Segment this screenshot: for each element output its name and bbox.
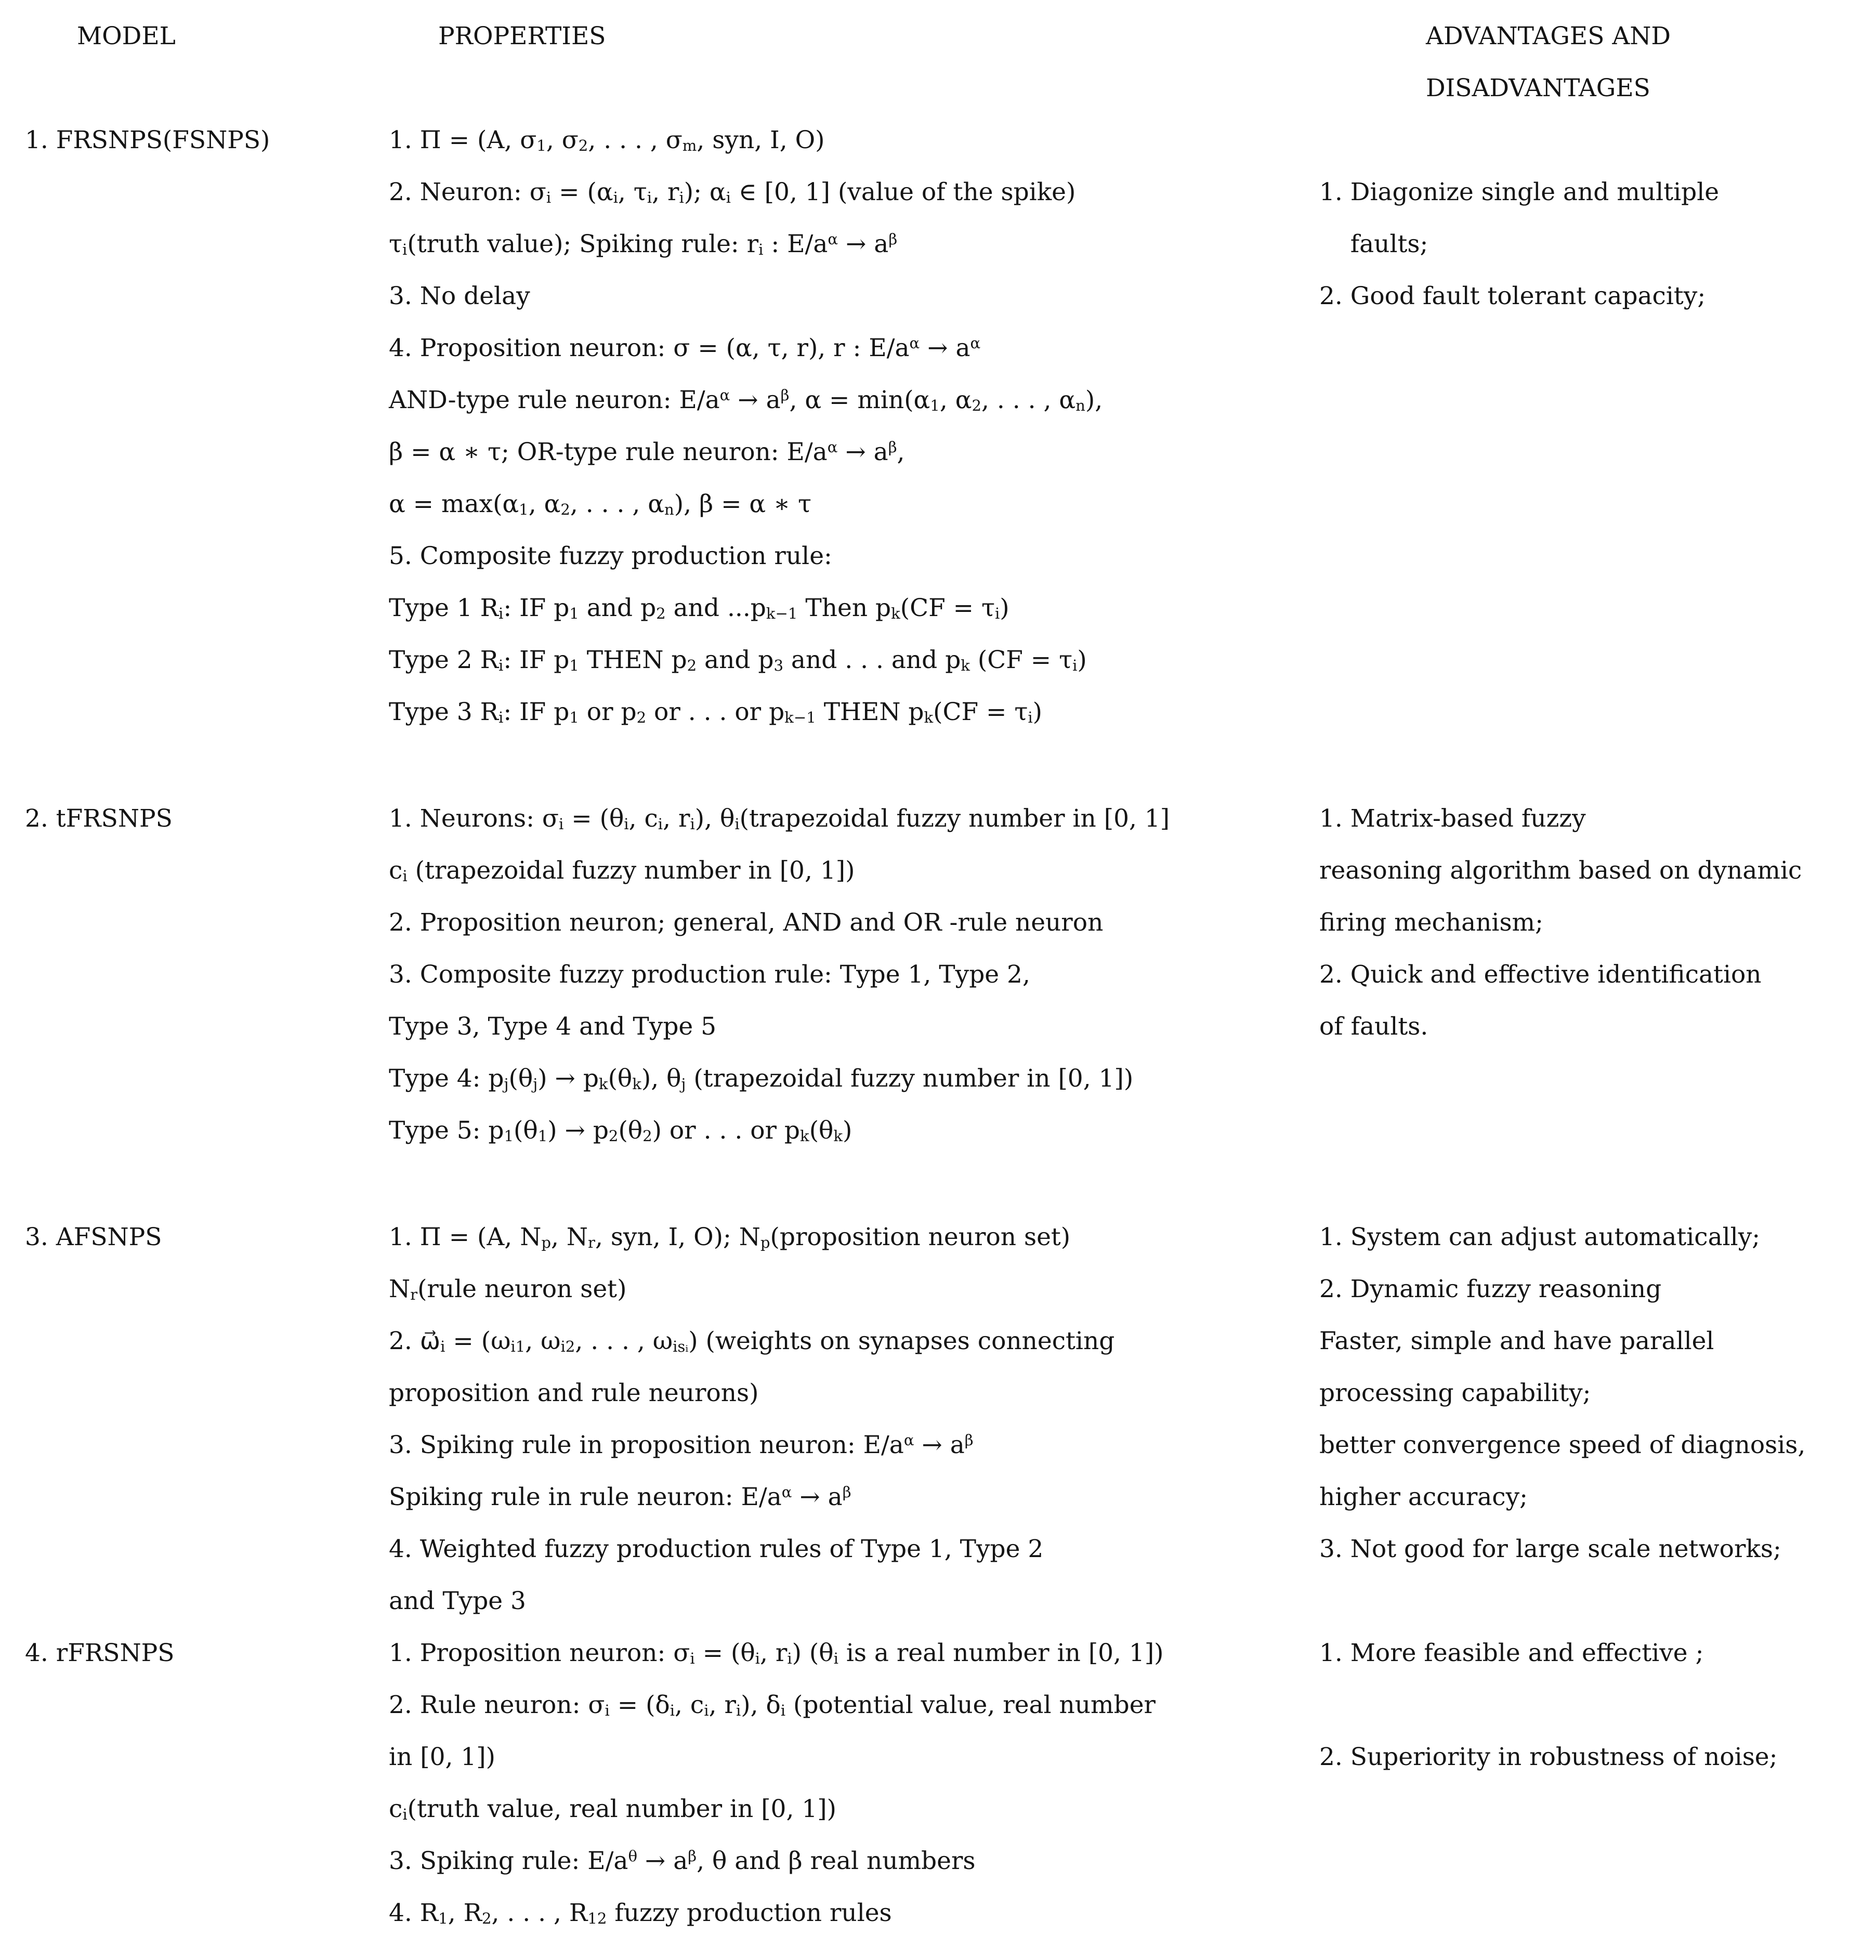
text-line: $N_r(rule$ neuron set)	[389, 1275, 627, 1304]
text-line: 4. $R_1$, $R_2$, . . . , $R_{12}$ fuzzy production rules	[389, 1899, 892, 1928]
text-line: 2. Rule neuron: $\sigma_i = (\delta_i$, $c_i$, $r_i$), $\delta_i$ (potential value, real number	[389, 1691, 1156, 1720]
text-line: Type 3, Type 4 and Type 5	[389, 1012, 717, 1041]
text-line: 3. Spiking rule in proposition neuron: $E/a^\alpha \to a^\beta$	[389, 1431, 974, 1459]
text-line: 3. AFSNPS	[25, 1223, 162, 1251]
text-line: of faults.	[1319, 1012, 1428, 1041]
text-line: Type 1 $R_i$: IF $p_1$ and $p_2$ and $...p_{k-1}$ Then $p_k(CF = \tau_i)$	[389, 594, 1009, 623]
advantages-cell	[1319, 1627, 1855, 1783]
model-cell	[25, 1627, 389, 1679]
text-line: in [0, 1])	[389, 1743, 495, 1771]
text-line: 3. Not good for large scale networks;	[1319, 1535, 1781, 1563]
text-line: 1. Proposition neuron: $\sigma_i = (\theta_i$, $r_i$) ($\theta_i$ is a real number in [0, 1])	[389, 1639, 1164, 1668]
text-line: 2. $\omega⃗_i = (\omega_{i1}$, $\omega_{i2}$, . . . , $\omega_{isᵢ}$) (weights on synapses connecting	[389, 1327, 1115, 1356]
properties-cell	[389, 1211, 1319, 1627]
text-line: 2. Quick and effective identification	[1319, 960, 1762, 989]
advantages-cell	[1319, 1211, 1855, 1575]
text-line: Type 5: $p_1(\theta_1) \to p_2(\theta_2)$ or . . . or $p_k(\theta_k)$	[389, 1116, 852, 1145]
text-line: $\tau_i(truth$ value); Spiking rule: $r_i$ : $E/a^\alpha \to a^\beta$	[389, 230, 898, 259]
text-line: Type 4: $p_j(\theta_j) \to p_k(\theta_k)$, $\theta_j$ (trapezoidal fuzzy number in [0, 1])	[389, 1064, 1134, 1093]
model-cell	[25, 793, 389, 845]
text-line: 1. More feasible and effective ;	[1319, 1639, 1704, 1667]
text-line: Type 3 $R_i$: IF $p_1$ or $p_2$ or . . . or $p_{k-1}$ THEN $p_k(CF = \tau_i)$	[389, 698, 1043, 727]
properties-cell	[389, 793, 1319, 1157]
text-line: faults;	[1319, 230, 1428, 258]
text-line: proposition and rule neurons)	[389, 1379, 759, 1407]
column-header-advantages	[1319, 10, 1855, 114]
advantages-cell	[1319, 114, 1855, 322]
text-line: 2. Neuron: $\sigma_i = (\alpha_i$, $\tau_i$, $r_i$); $\alpha_i$ ∈ [0, 1] (value of the spike)	[389, 178, 1076, 207]
table-header-row	[25, 10, 1855, 114]
advantages-cell	[1319, 793, 1855, 1053]
table-row	[25, 1211, 1855, 1627]
text-line: 1. Neurons: $\sigma_i = (\theta_i$, $c_i$, $r_i$), $\theta_i(trapezoidal$ fuzzy number in [0, 1]	[389, 804, 1170, 833]
text-line: better convergence speed of diagnosis,	[1319, 1431, 1806, 1459]
text-line: and Type 3	[389, 1587, 526, 1615]
text-line: 3. Composite fuzzy production rule: Type 1, Type 2,	[389, 960, 1030, 989]
text-line: 2. tFRSNPS	[25, 804, 173, 833]
column-header-properties-label: PROPERTIES	[438, 22, 606, 50]
text-line: 2. Dynamic fuzzy reasoning	[1319, 1275, 1662, 1303]
text-line	[1319, 1679, 1855, 1731]
text-line: 5. Composite fuzzy production rule:	[389, 542, 832, 570]
text-line: β = α ∗ τ; OR-type rule neuron: $E/a^\alpha \to a^\beta$,	[389, 438, 905, 466]
properties-cell	[389, 1627, 1319, 1939]
text-line: $c_i$ (trapezoidal fuzzy number in [0, 1])	[389, 856, 855, 885]
text-line: Type 2 $R_i$: IF $p_1$ THEN $p_2$ and $p_3$ and . . . and $p_k$ $(CF = \tau_i)$	[389, 646, 1087, 675]
model-cell	[25, 114, 389, 166]
text-line: AND-type rule neuron: $E/a^\alpha \to a^\beta$, $\alpha = \min(\alpha_1$, $\alpha_2$, . . . , $\alpha_n$),	[389, 386, 1103, 415]
table-row	[25, 114, 1855, 738]
text-line: processing capability;	[1319, 1379, 1591, 1407]
text-line: 1. FRSNPS(FSNPS)	[25, 126, 270, 154]
column-header-advantages-line2: DISADVANTAGES	[1426, 74, 1650, 102]
text-line: firing mechanism;	[1319, 908, 1543, 937]
text-line	[1319, 114, 1855, 166]
text-line: 2. Superiority in robustness of noise;	[1319, 1743, 1778, 1771]
properties-cell	[389, 114, 1319, 738]
text-line: 2. Proposition neuron; general, AND and OR -rule neuron	[389, 908, 1104, 937]
column-header-model	[25, 10, 389, 62]
text-line: 3. Spiking rule: $E/a^\theta \to a^\beta$, θ and β real numbers	[389, 1847, 976, 1875]
text-line: reasoning algorithm based on dynamic	[1319, 856, 1802, 885]
text-line: 1. Diagonize single and multiple	[1319, 178, 1720, 206]
text-line: $\alpha = \max(\alpha_1$, $\alpha_2$, . . . , $\alpha_n$), β = α ∗ τ	[389, 490, 811, 519]
text-line: 2. Good fault tolerant capacity;	[1319, 282, 1706, 310]
text-line: Spiking rule in rule neuron: $E/a^\alpha \to a^\beta$	[389, 1483, 851, 1511]
text-line: $c_i(truth$ value, real number in [0, 1])	[389, 1795, 836, 1824]
model-cell	[25, 1211, 389, 1263]
text-line: 1. Π = (A, $\sigma_1$, $\sigma_2$, . . . , $\sigma_m$, syn, I, O)	[389, 126, 825, 155]
text-line: 1. System can adjust automatically;	[1319, 1223, 1761, 1251]
table-row	[25, 793, 1855, 1157]
text-line: higher accuracy;	[1319, 1483, 1528, 1511]
column-header-properties	[389, 10, 1319, 62]
text-line: Faster, simple and have parallel	[1319, 1327, 1714, 1355]
text-line: 3. No delay	[389, 282, 530, 310]
column-header-model-label: MODEL	[77, 22, 176, 50]
text-line: 4. Proposition neuron: σ = (α, τ, r), r : $E/a^\alpha \to a^\alpha$	[389, 334, 981, 362]
column-header-advantages-line1: ADVANTAGES AND	[1426, 22, 1671, 50]
table-row	[25, 1627, 1855, 1939]
text-line: 4. rFRSNPS	[25, 1639, 175, 1667]
text-line: 1. Matrix-based fuzzy	[1319, 804, 1586, 833]
text-line: 1. Π = (A, $N_p$, $N_r$, syn, I, O); $N_p(proposition$ neuron set)	[389, 1223, 1071, 1252]
table-rows	[25, 114, 1855, 1939]
text-line: 4. Weighted fuzzy production rules of Type 1, Type 2	[389, 1535, 1044, 1563]
